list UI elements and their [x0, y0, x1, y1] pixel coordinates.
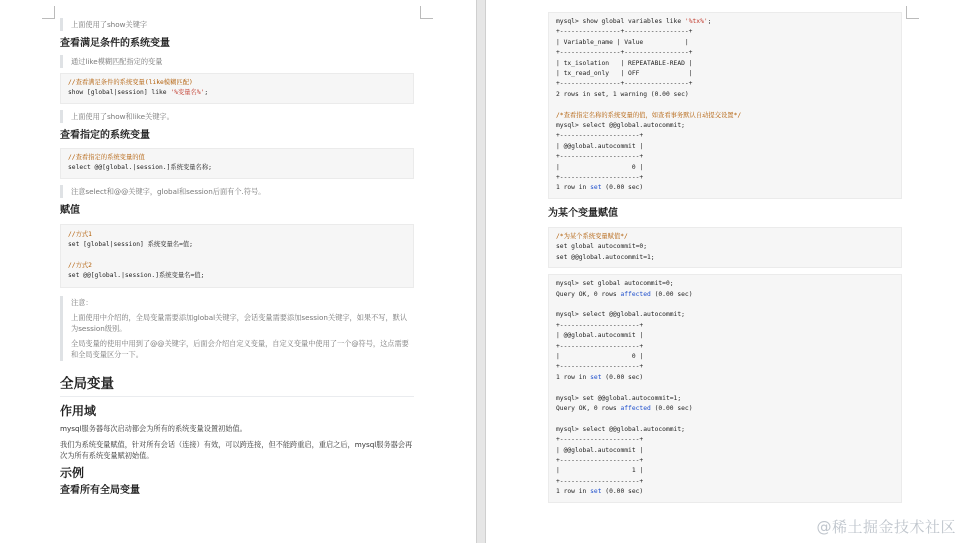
note-paragraph: 全局变量的使用中用到了@@关键字，后面会介绍自定义变量，自定义变量中使用了一个@符号，这点需要和全局变量区分一下。	[71, 338, 409, 359]
code-text: (0.00 sec)	[601, 373, 644, 381]
code-line	[556, 394, 894, 404]
code-text: +---------------------+	[556, 174, 644, 182]
code-line	[556, 435, 894, 445]
code-text: Query OK, 0 rows	[556, 404, 621, 412]
code-text: (0.00 sec)	[650, 404, 693, 412]
code-blank-line	[68, 250, 406, 260]
code-text: set global autocommit=0;	[556, 243, 647, 251]
code-line	[556, 38, 894, 48]
code-text: 1 row in	[556, 373, 591, 381]
code-line	[556, 300, 894, 310]
code-text: +----------------+-----------------+	[556, 80, 693, 88]
heading-example: 示例	[60, 465, 85, 480]
note-fuzzy: 通过like模糊匹配指定的变量	[60, 55, 414, 68]
code-text: mysql> select @@global.autocommit;	[556, 311, 685, 319]
code-string: '%变量名%'	[170, 89, 205, 97]
heading-assign: 赋值	[60, 204, 80, 216]
code-line	[556, 69, 894, 79]
code-keyword: set	[590, 373, 602, 381]
heading-assign-var: 为某个变量赋值	[548, 207, 618, 219]
code-show-global-tx	[548, 12, 902, 199]
code-text: | tx_isolation | REPEATABLE-READ |	[556, 59, 693, 67]
code-comment: //方式2	[68, 261, 92, 269]
right-page	[486, 0, 964, 543]
code-text: +---------------------+	[556, 321, 644, 329]
code-line	[556, 425, 894, 435]
code-text: | @@global.autocommit |	[556, 142, 644, 150]
code-text: (0.00 sec)	[601, 488, 644, 496]
code-comment: /*为某个系统变量赋值*/	[556, 232, 628, 240]
code-text: mysql> show global variables like	[556, 18, 685, 25]
code-text: (0.00 sec)	[650, 290, 693, 298]
code-string: '%tx%'	[684, 18, 708, 25]
code-text: +---------------------+	[556, 153, 644, 161]
code-line	[556, 321, 894, 331]
code-text: +---------------------+	[556, 132, 644, 140]
code-line	[556, 131, 894, 141]
code-text: 1 row in	[556, 488, 591, 496]
code-line	[556, 456, 894, 466]
note-attention	[60, 296, 414, 361]
code-line	[556, 111, 894, 121]
code-text: +---------------------+	[556, 363, 644, 371]
code-line	[556, 414, 894, 424]
code-line	[556, 331, 894, 341]
heading-specific-vars: 查看指定的系统变量	[60, 129, 150, 141]
code-line	[556, 477, 894, 487]
code-line	[556, 242, 894, 252]
code-line	[556, 290, 894, 300]
code-text: ;	[204, 89, 209, 97]
code-line	[556, 152, 894, 162]
code-line	[556, 90, 894, 100]
heading-global-vars: 全局变量	[60, 375, 414, 397]
note-show: 上面使用了show关键字	[60, 18, 414, 31]
code-text: mysql> set @@global.autocommit=1;	[556, 394, 682, 402]
paragraph-scope-1: mysql服务器每次启动都会为所有的系统变量设置初始值。	[60, 423, 247, 433]
code-text: +---------------------+	[556, 477, 644, 485]
code-line	[556, 17, 894, 27]
note-select: 注意select和@@关键字，global和session后面有个.符号。	[60, 185, 414, 198]
code-line	[556, 232, 894, 242]
code-line	[556, 487, 894, 497]
code-text: | 1 |	[556, 467, 644, 475]
code-line	[556, 142, 894, 152]
code-text: +---------------------+	[556, 436, 644, 444]
code-assign	[60, 224, 414, 288]
code-text: | Variable_name | Value |	[556, 38, 689, 46]
code-comment: //方式1	[68, 230, 92, 238]
code-keyword: affected	[620, 290, 651, 298]
heading-scope: 作用域	[60, 403, 97, 418]
code-text: +---------------------+	[556, 456, 644, 464]
code-line	[556, 59, 894, 69]
code-text: | tx_read_only | OFF |	[556, 70, 693, 78]
code-line: set [global|session] 系统变量名=值;	[68, 241, 193, 249]
code-line	[556, 27, 894, 37]
code-text: set @@global.autocommit=1;	[556, 253, 655, 261]
code-line	[556, 79, 894, 89]
code-text: (0.00 sec)	[601, 184, 644, 192]
code-line	[556, 310, 894, 320]
page-corner-mark	[906, 6, 919, 19]
code-text: +---------------------+	[556, 342, 644, 350]
code-text: ;	[707, 18, 712, 25]
code-text: | @@global.autocommit |	[556, 446, 644, 454]
code-text: +----------------+-----------------+	[556, 28, 693, 36]
code-text: mysql> select @@global.autocommit;	[556, 425, 685, 433]
code-line	[556, 48, 894, 58]
code-text: Query OK, 0 rows	[556, 290, 621, 298]
code-fuzzy	[60, 73, 414, 104]
code-keyword: set	[590, 488, 602, 496]
code-text: 2 rows in set, 1 warning (0.00 sec)	[556, 90, 689, 98]
page-corner-mark	[42, 6, 55, 19]
code-text: mysql> set global autocommit=0;	[556, 280, 674, 288]
code-specific	[60, 148, 414, 179]
code-line	[556, 173, 894, 183]
code-keyword: affected	[620, 404, 651, 412]
left-content	[60, 18, 414, 498]
paragraph-scope-2: 我们为系统变量赋值，针对所有会话（连接）有效，可以跨连接，但不能跨重启，重启之后，mysql服务器会再次为所有系统变量赋初始值。	[60, 439, 413, 460]
right-content	[548, 12, 902, 503]
watermark: @稀土掘金技术社区	[816, 518, 956, 536]
code-line	[556, 279, 894, 289]
code-line	[556, 121, 894, 131]
code-line	[556, 446, 894, 456]
code-line	[556, 352, 894, 362]
code-autocommit-session	[548, 274, 902, 502]
page-gap	[476, 0, 486, 543]
code-text: 1 row in	[556, 184, 591, 192]
code-line	[556, 163, 894, 173]
code-line: select @@[global.|session.]系统变量名称;	[68, 164, 212, 172]
code-text: | 0 |	[556, 352, 644, 360]
code-text: mysql> select @@global.autocommit;	[556, 122, 685, 130]
code-comment: //查看指定的系统变量的值	[68, 153, 145, 161]
code-text: | @@global.autocommit |	[556, 332, 644, 340]
code-line	[556, 404, 894, 414]
left-page	[0, 0, 476, 543]
code-line	[556, 183, 894, 193]
code-line	[556, 100, 894, 110]
note-show-like: 上面使用了show和like关键字。	[60, 110, 414, 123]
code-set-autocommit	[548, 227, 902, 268]
code-text: | 0 |	[556, 163, 644, 171]
code-line	[556, 383, 894, 393]
code-line	[556, 373, 894, 383]
page-corner-mark	[420, 6, 433, 19]
code-line	[556, 253, 894, 263]
code-line	[556, 466, 894, 476]
code-line	[68, 88, 406, 98]
code-keyword: set	[590, 184, 602, 192]
code-comment: //查看满足条件的系统变量(like模糊匹配)	[68, 79, 193, 86]
note-paragraph: 上面使用中介绍的，全局变量需要添加global关键字，会话变量需要添加session关键字，如果不写，默认为session级别。	[71, 312, 408, 333]
note-title: 注意：	[71, 297, 93, 307]
heading-view-all-global: 查看所有全局变量	[60, 484, 140, 496]
code-line: set @@[global.|session.]系统变量名=值;	[68, 272, 205, 280]
heading-filter-vars: 查看满足条件的系统变量	[60, 38, 170, 49]
code-comment: /*查看指定名称的系统变量的值，如查看事务默认自动提交设置*/	[556, 111, 742, 119]
code-text: +----------------+-----------------+	[556, 49, 693, 57]
code-line	[556, 362, 894, 372]
code-text: show [global|session] like	[68, 89, 171, 97]
code-line	[556, 342, 894, 352]
